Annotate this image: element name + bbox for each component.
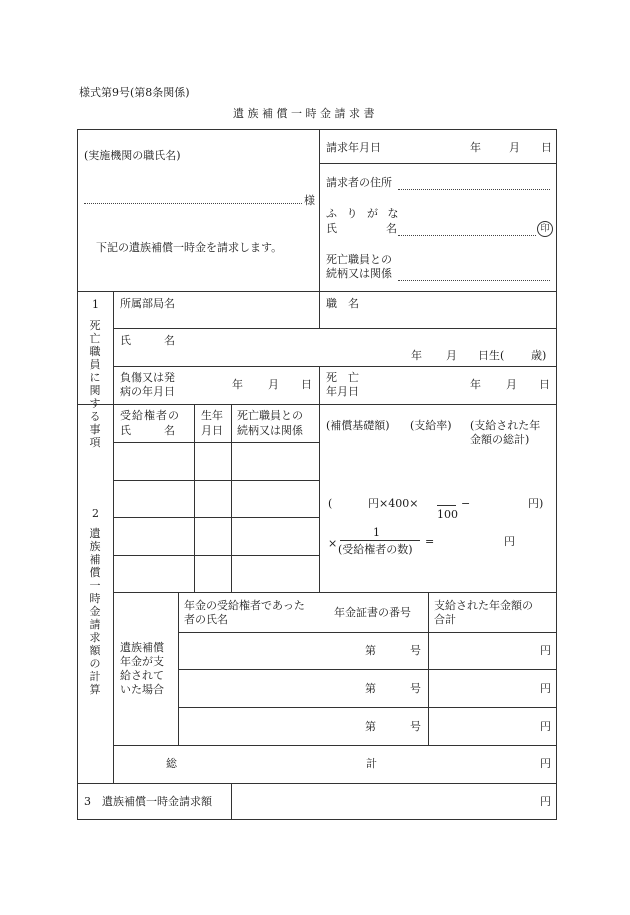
request-day: 日 <box>541 141 552 154</box>
recipient-name-cell[interactable] <box>114 518 194 554</box>
recipient-name-cell[interactable] <box>114 481 194 517</box>
death-day: 日 <box>539 378 550 391</box>
relation-header-2: 続柄又は関係 <box>237 424 303 437</box>
cert-dai: 第 <box>365 682 376 695</box>
pension-label-1: 遺族補償 <box>120 641 164 654</box>
formula-open: ( <box>328 497 333 510</box>
birth-header-2: 月日 <box>201 424 223 437</box>
injury-label-1: 負傷又は発 <box>120 371 175 384</box>
formula-equals: = <box>425 535 435 548</box>
form-number: 様式第9号(第8条関係) <box>79 86 190 99</box>
request-year: 年 <box>470 141 481 154</box>
relation-header-1: 死亡職員との <box>237 409 303 422</box>
formula-yen-times: 円×400× <box>368 497 419 510</box>
calc-header-total-1: (支給された年 <box>470 419 541 432</box>
death-label-1: 死 亡 <box>326 371 359 384</box>
relationship-label-1: 死亡職員との <box>326 253 392 266</box>
cert-dai: 第 <box>365 720 376 733</box>
pension-label-4: いた場合 <box>120 683 164 696</box>
injury-year: 年 <box>232 378 243 391</box>
cert-dai: 第 <box>365 644 376 657</box>
formula-yen-close: 円) <box>528 497 544 510</box>
birth-month: 月 <box>446 349 457 362</box>
recipient-name-cell[interactable] <box>114 443 194 479</box>
calc-header-total-2: 金額の総計) <box>470 433 530 446</box>
formula-recipients: (受給権者の数) <box>338 543 413 556</box>
relationship-label-2: 続柄又は関係 <box>326 267 392 280</box>
birth-day-label: 日生( <box>478 349 505 362</box>
job-label: 職 名 <box>326 297 359 310</box>
death-label-2: 年月日 <box>326 385 359 398</box>
total-label-2: 計 <box>366 757 377 770</box>
address-field[interactable] <box>398 189 550 190</box>
calc-header-rate: (支給率) <box>410 419 452 432</box>
section3-yen: 円 <box>540 795 551 808</box>
formula-denominator: 100 <box>437 508 458 521</box>
formula-minus: − <box>461 497 471 510</box>
name-label-shi: 氏 <box>326 222 337 235</box>
paid-yen: 円 <box>540 682 551 695</box>
agency-label: (実施機関の職氏名) <box>84 149 181 162</box>
formula-yen: 円 <box>504 535 515 548</box>
pension-label-3: 給されて <box>120 669 164 682</box>
address-label: 請求者の住所 <box>326 176 392 189</box>
lump-sum-amount-field[interactable] <box>232 784 532 819</box>
total-yen: 円 <box>540 757 551 770</box>
furigana-label: ふ り が な <box>326 207 402 220</box>
birth-header-1: 生年 <box>201 409 223 422</box>
calc-header-base: (補償基礎額) <box>326 419 390 432</box>
recipient-header-2: 氏 名 <box>120 424 175 437</box>
injury-day: 日 <box>301 378 312 391</box>
cert-go: 号 <box>410 682 421 695</box>
name-label-mei: 名 <box>386 222 397 235</box>
claimant-name-field[interactable] <box>398 235 536 236</box>
deceased-name-label: 氏 名 <box>120 334 175 347</box>
paid-amount-header-1: 支給された年金額の <box>434 599 533 612</box>
pension-label-2: 年金が支 <box>120 655 164 668</box>
death-month: 月 <box>506 378 517 391</box>
cert-go: 号 <box>410 644 421 657</box>
section3-label: 3 遺族補償一時金請求額 <box>84 795 212 808</box>
sama-label: 様 <box>304 194 315 207</box>
form-title: 遺 族 補 償 一 時 金 請 求 書 <box>233 107 375 120</box>
section1-number: 1 <box>92 298 99 311</box>
paid-amount-header-2: 合計 <box>434 613 456 626</box>
seal-mark: 印 <box>537 221 553 237</box>
request-month: 月 <box>509 141 520 154</box>
request-date-label: 請求年月日 <box>326 141 381 154</box>
formula-times: × <box>328 537 338 550</box>
section2-label: 遺族補償一時金請求額の計算 <box>89 527 101 696</box>
recipient-name-cell[interactable] <box>114 556 194 592</box>
injury-label-2: 病の年月日 <box>120 385 175 398</box>
relationship-field[interactable] <box>398 280 550 281</box>
recipient-header-1: 受給権者の <box>120 409 180 422</box>
total-label-1: 総 <box>166 757 177 770</box>
request-sentence: 下記の遺族補償一時金を請求します。 <box>96 241 283 254</box>
pension-name-header-2: 者の氏名 <box>184 613 228 626</box>
section2-number: 2 <box>92 507 99 520</box>
section1-label: 死亡職員に関する事項 <box>89 319 101 449</box>
dept-label: 所属部局名 <box>120 297 175 310</box>
cert-go: 号 <box>410 720 421 733</box>
paid-yen: 円 <box>540 720 551 733</box>
agency-name-line[interactable] <box>84 203 302 204</box>
death-year: 年 <box>470 378 481 391</box>
certificate-header: 年金証書の番号 <box>334 606 411 619</box>
injury-month: 月 <box>268 378 279 391</box>
paid-yen: 円 <box>540 644 551 657</box>
age-label: 歳) <box>531 349 547 362</box>
birth-year: 年 <box>411 349 422 362</box>
pension-name-header-1: 年金の受給権者であった <box>184 599 305 612</box>
formula-one: 1 <box>373 526 380 539</box>
